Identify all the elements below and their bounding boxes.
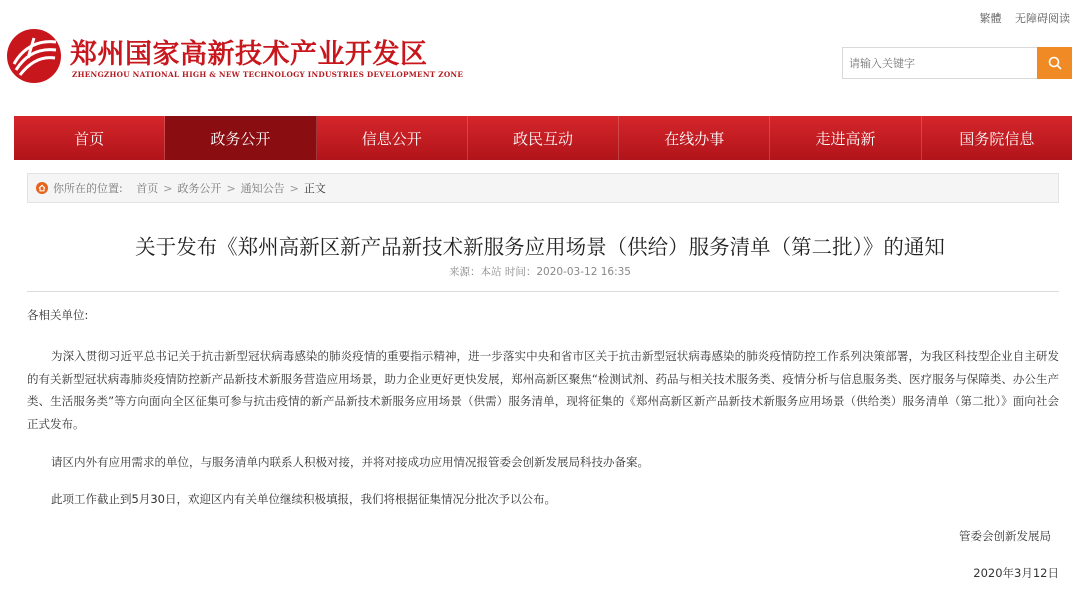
article-title: 关于发布《郑州高新区新产品新技术新服务应用场景（供给）服务清单（第二批）》的通知 [135,235,945,259]
breadcrumb-separator [128,182,132,195]
breadcrumb-separator-icon: > [163,181,173,195]
nav-item-government-affairs[interactable]: 政务公开 [165,116,316,160]
breadcrumb [27,173,1059,203]
search-input[interactable] [842,47,1038,79]
accessibility-link[interactable]: 无障碍阅读 [1015,12,1070,25]
title-divider [27,291,1059,292]
breadcrumb-government-affairs[interactable]: 政务公开 [177,182,222,195]
main-nav [14,116,1072,160]
breadcrumb-home[interactable]: 首页 [136,182,159,195]
site-name-en: ZHENGZHOU NATIONAL HIGH & NEW TECHNOLOGY INDUSTRIES DEVELOPMENT ZONE [72,70,464,79]
article-paragraph: 请区内外有应用需求的单位，与服务清单内联系人积极对接，并将对接成功应用情况报管委会创新发展局科技办备案。 [51,455,649,469]
article-signature: 管委会创新发展局 [959,529,1051,543]
breadcrumb-prefix: 你所在的位置: [53,182,123,195]
article-salutation: 各相关单位: [27,308,89,322]
nav-item-interaction[interactable]: 政民互动 [468,116,619,160]
nav-item-information-disclosure[interactable]: 信息公开 [317,116,468,160]
search-icon [1048,56,1062,70]
article-paragraph: 为深入贯彻习近平总书记关于抗击新型冠状病毒感染的肺炎疫情的重要指示精神，进一步落实中央和省市区关于抗击新型冠状病毒感染的肺炎疫情防控工作系列决策部署，为我区科技型企业自主研发的有关新型冠状病毒肺炎疫情防控新产品新技术新服务营造应用场景，助力企业更好更快发展，郑州高新区聚焦“检测试剂、药品与相关技术服务类、疫情分析与信息服务类、医疗服务与保障类、办公生产类、生活服务类”等方向面向全区征集可参与抗击疫情的新产品新技术新服务应用场景（供需）服务清单，现将征集的《郑州高新区新产品新技术新服务应用场景（供给类）服务清单（第二批）》面向社会正式发布。 [27,349,1059,431]
nav-item-about[interactable]: 走进高新 [770,116,921,160]
article-meta: 来源：本站 时间：2020-03-12 16:35 [449,266,631,278]
breadcrumb-separator-icon: > [226,181,236,195]
site-name-cn[interactable]: 郑州国家高新技术产业开发区 [70,39,428,70]
nav-item-state-council[interactable]: 国务院信息 [959,129,1035,148]
article-date: 2020年3月12日 [973,566,1059,580]
traditional-chinese-link[interactable]: 繁體 [979,12,1002,25]
breadcrumb-notices[interactable]: 通知公告 [240,182,285,195]
site-logo-icon[interactable] [6,28,62,84]
top-links [970,10,1071,26]
nav-item-online-services[interactable]: 在线办事 [619,116,770,160]
home-icon [36,182,48,194]
article-paragraph: 此项工作截止到5月30日，欢迎区内有关单位继续积极填报，我们将根据征集情况分批次予以公布。 [51,492,556,506]
breadcrumb-current: 正文 [303,182,326,195]
search-button[interactable] [1037,47,1072,79]
nav-item-home[interactable]: 首页 [14,116,165,160]
site-header [0,0,1080,116]
breadcrumb-separator-icon: > [289,181,299,195]
